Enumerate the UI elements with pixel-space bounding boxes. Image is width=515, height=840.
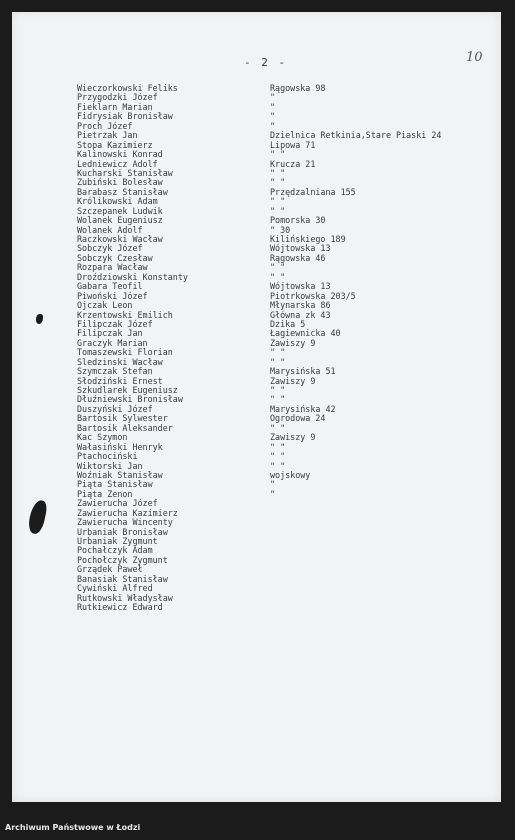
person-name: Barabasz Stanisław (77, 186, 168, 197)
person-address: Kilińskiego 189 (270, 234, 346, 244)
person-address: Wójtowska 13 (270, 243, 331, 254)
person-name: Filipczak Józef (77, 318, 153, 329)
person-name: Fieklarn Marian (77, 101, 153, 112)
person-name: Zawierucha Kazimierz (77, 507, 178, 518)
person-name: Raczkowski Wacław (77, 234, 163, 244)
person-name: Duszyński Józef (77, 403, 153, 414)
person-name: Wolanek Eugeniusz (77, 215, 163, 226)
person-name: Szkudlarek Eugeniusz (77, 385, 178, 395)
person-address: Rągowska 98 (270, 83, 326, 93)
person-name: Słodziński Ernest (77, 375, 163, 386)
person-address: Łagiewnicka 40 (270, 328, 341, 339)
person-address: " " (270, 460, 286, 471)
person-name: Szczepanek Ludwik (77, 205, 163, 216)
archive-name: Archiwum Państwowe w Łodzi (5, 823, 141, 832)
person-name: Sledzinski Wacław (77, 356, 163, 367)
person-name: Sobczyk Czesław (77, 252, 153, 263)
person-name: Droździowski Konstanty (77, 271, 188, 282)
person-address: Lipowa 71 (270, 139, 316, 150)
person-name: Gabara Teofil (77, 281, 143, 292)
person-address: " " (270, 451, 286, 462)
person-address: Wójtowska 13 (270, 281, 331, 292)
person-address: " 30 (270, 224, 291, 235)
person-name: Przygodzki Józef (77, 92, 158, 103)
person-address: Główna zk 43 (270, 309, 331, 320)
person-address: " (270, 101, 276, 112)
person-address: " (270, 479, 276, 490)
person-address: Rągowska 46 (270, 252, 326, 263)
person-name: Pochałczyk Adam (77, 545, 153, 556)
person-address: Dzika 5 (270, 318, 306, 329)
person-name: Zubiński Bolesław (77, 177, 163, 188)
archive-footer (0, 812, 515, 840)
person-address: Zawiszy 9 (270, 432, 316, 443)
person-name: Rutkowski Władysław (77, 592, 173, 603)
person-address: Pomorska 30 (270, 215, 326, 226)
person-name: Krzentowski Emilich (77, 309, 173, 320)
person-name: Zawierucha Józef (77, 498, 158, 509)
person-address: Krucza 21 (270, 158, 316, 169)
person-address: " " (270, 422, 286, 433)
handwritten-page-number: 10 (466, 50, 483, 65)
person-address: wojskowy (270, 469, 311, 480)
person-name: Szymczak Stefan (77, 366, 153, 377)
person-name: Piąta Zenon (77, 488, 133, 499)
person-name: Bartosik Sylwester (77, 413, 168, 424)
person-name: Kalinowski Konrad (77, 149, 163, 160)
person-name: Pochołczyk Zygmunt (77, 554, 168, 565)
person-address: Zawiszy 9 (270, 375, 316, 386)
person-address: " " (270, 271, 286, 282)
person-address: " (270, 120, 276, 131)
person-address: Zawiszy 9 (270, 337, 316, 348)
person-address: " " (270, 385, 286, 395)
person-address: " " (270, 149, 286, 160)
page-number: - 2 - (244, 56, 288, 69)
person-name: Wiktorski Jan (77, 460, 143, 471)
person-name: Dłuźniewski Bronisław (77, 394, 183, 405)
person-name: Kucharski Stanisław (77, 167, 173, 178)
person-address: " (270, 92, 276, 103)
person-name: Urbaniak Zygmunt (77, 536, 158, 546)
person-address: " " (270, 167, 286, 178)
person-address: " (270, 488, 276, 499)
person-name: Wolanek Adolf (77, 224, 143, 235)
person-name: Bartosik Aleksander (77, 422, 173, 433)
person-name: Tomaszewski Florian (77, 347, 173, 358)
person-address: " " (270, 441, 286, 452)
person-address: " " (270, 205, 286, 216)
person-name: Rozpara Wacław (77, 262, 148, 273)
person-name: Fidrysiak Bronisław (77, 111, 173, 122)
person-name: Urbaniak Bronisław (77, 526, 168, 537)
document-page (12, 12, 501, 802)
person-name: Piąta Stanisław (77, 479, 153, 490)
name-list (12, 84, 501, 613)
person-name: Królikowski Adam (77, 196, 158, 207)
person-name: Woźniak Stanisław (77, 469, 163, 480)
person-address: Piotrkowska 203/5 (270, 290, 356, 301)
person-name: Zawierucha Wincenty (77, 517, 173, 528)
person-address: " " (270, 356, 286, 367)
person-address: Marysińska 42 (270, 403, 336, 414)
person-address: " " (270, 196, 286, 207)
person-address: " (270, 111, 276, 122)
person-name: Kac Szymon (77, 432, 128, 443)
list-row (12, 603, 501, 612)
person-name: Piwoński Józef (77, 290, 148, 301)
person-address: " " (270, 177, 286, 188)
person-address: " " (270, 262, 286, 273)
person-name: Rutkiewicz Edward (77, 602, 163, 613)
person-address: Przędzalniana 155 (270, 186, 356, 197)
person-name: Ojczak Leon (77, 300, 133, 311)
person-address: Marysińska 51 (270, 366, 336, 377)
person-address: " " (270, 347, 286, 358)
person-name: Grządek Paweł (77, 564, 143, 575)
person-name: Sobczyk Józef (77, 243, 143, 254)
person-name: Cywiński Alfred (77, 583, 153, 594)
person-address: Ogrodowa 24 (270, 413, 326, 424)
person-name: Graczyk Marian (77, 337, 148, 348)
person-name: Ptachociński (77, 451, 138, 462)
person-name: Banasiak Stanisław (77, 573, 168, 584)
person-address: Młynarska 86 (270, 300, 331, 311)
person-name: Stopa Kazimierz (77, 139, 153, 150)
person-name: Proch Józef (77, 120, 133, 131)
person-name: Wałasiński Henryk (77, 441, 163, 452)
person-name: Pietrzak Jan (77, 130, 138, 141)
person-name: Wieczorkowski Feliks (77, 83, 178, 93)
person-name: Ledniewicz Adolf (77, 158, 158, 169)
person-address: " " (270, 394, 286, 405)
person-address: Dzielnica Retkinia,Stare Piaski 24 (270, 130, 442, 141)
person-name: Filipczak Jan (77, 328, 143, 339)
